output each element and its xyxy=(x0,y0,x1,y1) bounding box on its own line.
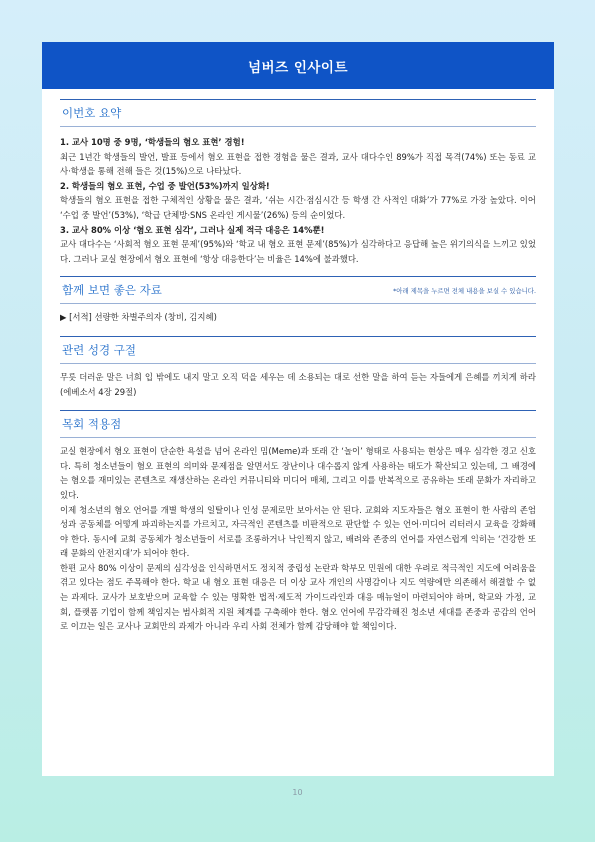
application-paragraph: 이제 청소년의 혐오 언어를 개별 학생의 일탈이나 인성 문제로만 보아서는 안 된다. 교회와 지도자들은 혐오 표현이 한 사람의 존엄성과 공동체를 어떻게 파괴하는지를 가르치고, 자극적인 콘텐츠를 비판적으로 판단할 수 있는 언어·미디어 리터러시 교육을 강화해야 한다. 동시에 교회 공동체가 청소년들이 서로를 조롱하거나 낙인찍지 않고, 배려와 존중의 언어를 자연스럽게 익히는 ‘건강한 또래 문화의 안전지대’가 되어야 한다. xyxy=(60,504,536,559)
related-section-header xyxy=(60,276,536,304)
page-number: 10 xyxy=(292,788,303,797)
page-header xyxy=(42,42,554,89)
application-section-header xyxy=(60,410,536,438)
summary-item-title: 2. 학생들의 혐오 표현, 수업 중 발언(53%)까지 일상화! xyxy=(60,180,270,191)
related-note: *아래 제목을 누르면 전체 내용을 보실 수 있습니다. xyxy=(393,286,536,295)
page xyxy=(42,42,554,776)
related-heading: 함께 보면 좋은 자료 xyxy=(62,283,162,298)
summary-block xyxy=(60,127,536,266)
related-block xyxy=(60,304,536,325)
header-title: 넘버즈 인사이트 xyxy=(248,59,348,76)
summary-item-body: 최근 1년간 학생들의 발언, 발표 등에서 혐오 표현을 접한 경험을 물은 결과, 교사 대다수인 89%가 직접 목격(74%) 또는 동료 교사·학생을 통해 전해 들은 것(15%)으로 나타났다. xyxy=(60,151,536,177)
application-paragraph: 한편 교사 80% 이상이 문제의 심각성을 인식하면서도 정치적 중립성 논란과 학부모 민원에 대한 우려로 적극적인 지도에 어려움을 겪고 있다는 점도 주목해야 한다. 학교 내 혐오 표현 대응은 더 이상 교사 개인의 사명감이나 지도 역량에만 의존해서 해결할 수 없는 과제다. 교사가 보호받으며 교육할 수 있는 명확한 법적·제도적 가이드라인과 대응 매뉴얼이 마련되어야 하며, 학교와 가정, 교회, 플랫폼 기업이 함께 책임지는 범사회적 지원 체계를 구축해야 한다. 혐오 언어에 무감각해진 청소년 세대를 존중과 공감의 언어로 이끄는 일은 교사나 교회만의 과제가 아니라 우리 사회 전체가 함께 감당해야 할 책임이다. xyxy=(60,562,536,632)
application-block xyxy=(60,438,536,634)
scripture-section-header xyxy=(60,336,536,364)
summary-item-body: 교사 대다수는 ‘사회적 혐오 표현 문제’(95%)와 ‘학교 내 혐오 표현 문제’(85%)가 심각하다고 응답해 높은 위기의식을 느끼고 있었다. 그러나 교실 현장에서 혐오 표현에 ‘항상 대응한다’는 비율은 14%에 불과했다. xyxy=(60,239,536,264)
scripture-text: 무릇 더러운 말은 너희 입 밖에도 내지 말고 오직 덕을 세우는 데 소용되는 대로 선한 말을 하여 듣는 자들에게 은혜를 끼치게 하라 (에베소서 4장 29절) xyxy=(60,371,536,397)
scripture-heading: 관련 성경 구절 xyxy=(62,342,136,357)
related-book-link[interactable]: ▶ [서적] 선량한 차별주의자 (창비, 김지혜) xyxy=(60,312,217,323)
application-heading: 목회 적용점 xyxy=(62,417,122,432)
content xyxy=(42,89,554,634)
summary-item-title: 1. 교사 10명 중 9명, ‘학생들의 혐오 표현’ 경험! xyxy=(60,137,245,147)
scripture-block xyxy=(60,364,536,399)
summary-heading: 이번호 요약 xyxy=(62,106,122,120)
summary-section-header xyxy=(60,99,536,127)
summary-item-body: 학생들의 혐오 표현을 접한 구체적인 상황을 물은 결과, ‘쉬는 시간·점심시간 등 학생 간 사적인 대화’가 77%로 가장 높았다. 이어 ‘수업 중 발언’(53%), ‘학급 단체방·SNS 온라인 게시물’(26%) 등의 순이었다. xyxy=(60,195,536,220)
application-paragraph: 교실 현장에서 혐오 표현이 단순한 욕설을 넘어 온라인 밈(Meme)과 또래 간 ‘놀이’ 형태로 사용되는 현상은 매우 심각한 경고 신호다. 특히 청소년들이 혐오 표현의 의미와 문제점을 알면서도 장난이나 대수롭지 않게 사용하는 태도가 확산되고 있는데, 그 배경에는 혐오를 재미있는 콘텐츠로 재생산하는 온라인 커뮤니티와 미디어 매체, 그리고 이를 반복적으로 공유하는 또래 문화가 자리하고 있다. xyxy=(60,446,536,500)
summary-item-title: 3. 교사 80% 이상 ‘혐오 표현 심각’, 그러나 실제 적극 대응은 14%뿐! xyxy=(60,224,325,235)
